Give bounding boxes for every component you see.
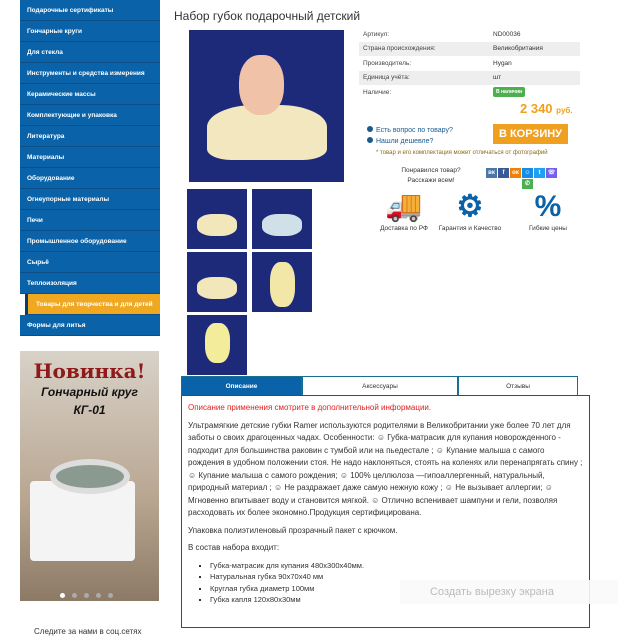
feature-prices: % Гибкие цены — [513, 190, 583, 234]
spec-row — [359, 42, 580, 57]
product-main-image[interactable] — [189, 30, 344, 182]
stock-badge: В наличии — [493, 87, 525, 97]
sidebar-item[interactable]: Огнеупорные материалы — [20, 189, 160, 210]
spec-label: Производитель: — [363, 59, 412, 67]
banner-dots[interactable] — [60, 593, 113, 598]
product-tabs — [181, 376, 578, 396]
sidebar-item[interactable]: Подарочные сертификаты — [20, 0, 160, 21]
question-icon — [367, 137, 373, 143]
category-sidebar — [20, 0, 160, 336]
tab-reviews[interactable]: Отзывы — [458, 376, 578, 396]
description-text: Ультрамягкие детские губки Ramer используются родителями в Великобритании уже более 70 лет для заботы о своих драгоценных чадах. Особенности: ☺ Губка-матрасик для купания новорожденного - подходит для большинства раковин с тумбой или на пьедестале ; ☺ Купание малыша с самого рождения в удобном положении стоя. Не надо наклоняться, стоять на коленях или перенапрягать спину ; ☺ Купание малыша с самого рождения; ☺ 100% целлюлоза —гипоаллергенный, натуральный, природный материал ; ☺ Не раздражает даже самую нежную кожу ; ☺ Не вызывает аллергии; ☺ Мгновенно впитывает воду и становится мягкой. ☺ Отлично вспенивает шампуни и гели, позволяя расходовать их более экономно.Продукция сертифицирована. — [188, 420, 583, 517]
spec-label: Единица учёта: — [363, 74, 410, 82]
product-thumbnail[interactable] — [252, 189, 312, 249]
spec-label: Артикул: — [363, 30, 390, 38]
share-wa-icon[interactable]: ✆ — [522, 179, 533, 189]
sidebar-item[interactable]: Литература — [20, 126, 160, 147]
feature-delivery: 🚚 Доставка по РФ — [369, 190, 439, 234]
share-f-icon[interactable]: f — [498, 168, 509, 178]
spec-value: ND00036 — [493, 30, 521, 38]
share-ok-icon[interactable]: ок — [510, 168, 521, 178]
list-item: ▪ Круглая губка диаметр 100мм — [210, 583, 583, 595]
sidebar-item[interactable]: Керамические массы — [20, 84, 160, 105]
photo-note: * товар и его комплектация может отличаться от фотографий — [376, 150, 548, 156]
banner-title: Новинка! — [33, 359, 146, 383]
follow-us-text: Следите за нами в соц.сетях — [34, 627, 142, 636]
manufacturer-link[interactable]: Hygan — [493, 59, 512, 67]
set-title: В состав набора входит: — [188, 543, 280, 552]
sidebar-item[interactable]: Теплоизоляция — [20, 273, 160, 294]
truck-icon: 🚚 — [385, 190, 423, 223]
spec-value: шт — [493, 74, 502, 82]
sidebar-item[interactable]: Сырьё — [20, 252, 160, 273]
product-thumbnail[interactable] — [187, 315, 247, 375]
wheel-plate-image — [50, 459, 130, 494]
price: 2 340 руб. — [520, 101, 573, 116]
share-prompt: Понравился товар? Расскажи всем! — [401, 167, 461, 184]
percent-icon: % — [534, 190, 562, 223]
sidebar-item[interactable]: Товары для творчества и для детей — [25, 294, 160, 315]
spec-row — [359, 71, 580, 86]
description-notice: Описание применения смотрите в дополнительной информации. — [188, 403, 432, 412]
spec-label: Страна происхождения: — [363, 45, 436, 53]
question-link[interactable]: Есть вопрос по товару? — [367, 125, 453, 136]
list-item: ▪ Губка капля 120х80х30мм — [210, 594, 583, 606]
sidebar-item[interactable]: Печи — [20, 210, 160, 231]
tab-description[interactable]: Описание — [181, 376, 302, 396]
share-vk-icon[interactable]: вк — [486, 168, 497, 178]
banner-subtitle: Гончарный круг — [41, 385, 138, 399]
product-thumbnail[interactable] — [252, 252, 312, 312]
product-specs-table — [359, 27, 580, 100]
spec-row — [359, 27, 580, 42]
promo-banner[interactable] — [20, 351, 159, 601]
product-thumbnail[interactable] — [187, 252, 247, 312]
share-vb-icon[interactable]: ☏ — [547, 170, 556, 176]
share-mm-icon[interactable]: ☺ — [522, 168, 533, 178]
add-to-cart-button[interactable]: В КОРЗИНУ — [493, 124, 568, 144]
social-share-buttons — [486, 168, 570, 189]
spec-value: Великобритания — [493, 45, 543, 53]
sidebar-item[interactable]: Комплектующие и упаковка — [20, 105, 160, 126]
screen-snip-overlay[interactable]: Создать вырезку экрана — [400, 580, 618, 604]
product-thumbnail[interactable] — [187, 189, 247, 249]
sidebar-item[interactable]: Материалы — [20, 147, 160, 168]
cheaper-link[interactable]: Нашли дешевле? — [367, 136, 453, 147]
share-tw-icon[interactable]: t — [534, 168, 545, 178]
sidebar-item[interactable]: Оборудование — [20, 168, 160, 189]
list-item: ▪ Натуральная губка 90х70х40 мм — [210, 571, 583, 583]
sidebar-item[interactable]: Формы для литья — [20, 315, 160, 336]
spec-row — [359, 56, 580, 71]
packaging-text: Упаковка полиэтиленовый прозрачный пакет с крючком. — [188, 525, 398, 535]
list-item: ▪ Губка-матрасик для купания 480х300х40мм. — [210, 560, 583, 572]
spec-row — [359, 85, 580, 100]
sidebar-item[interactable]: Инструменты и средства измерения — [20, 63, 160, 84]
banner-model: КГ-01 — [73, 403, 106, 417]
page-title: Набор губок подарочный детский — [174, 9, 361, 23]
sidebar-item[interactable]: Для стекла — [20, 42, 160, 63]
spec-label: Наличие: — [363, 88, 392, 96]
sidebar-item[interactable]: Промышленное оборудование — [20, 231, 160, 252]
tab-accessories[interactable]: Аксессуары — [302, 376, 458, 396]
feature-guarantee: ⚙ Гарантия и Качество — [435, 190, 505, 234]
gear-wrench-icon: ⚙ — [456, 190, 484, 223]
sidebar-item[interactable]: Гончарные круги — [20, 21, 160, 42]
question-icon — [367, 126, 373, 132]
